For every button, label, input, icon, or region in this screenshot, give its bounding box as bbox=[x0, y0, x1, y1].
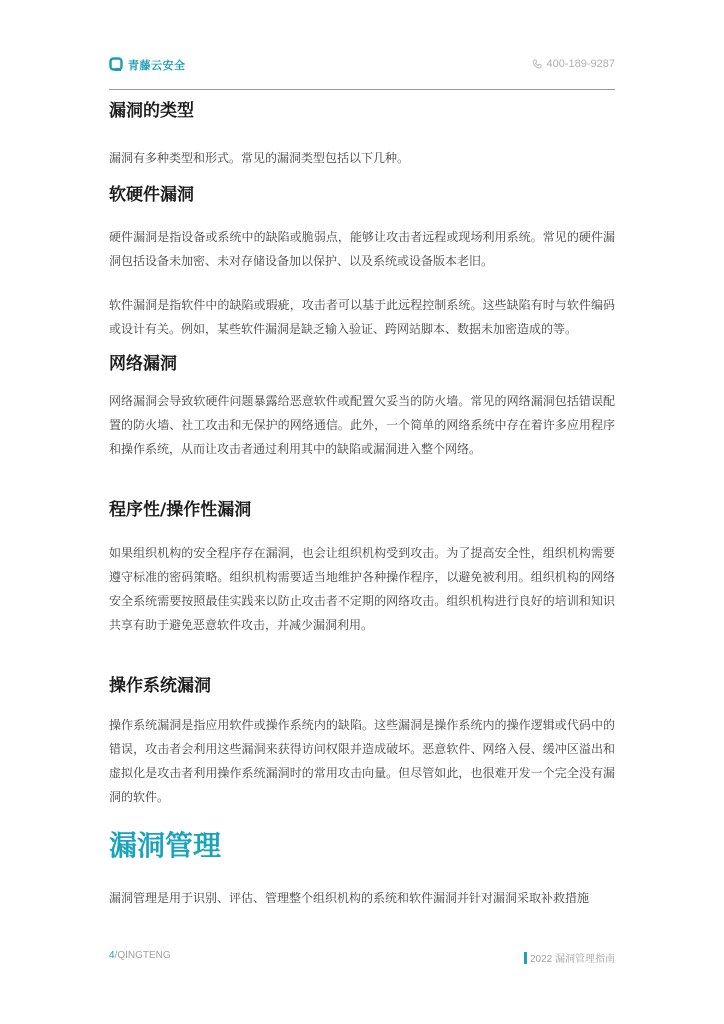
section-heading-network: 网络漏洞 bbox=[109, 354, 177, 374]
page-footer bbox=[109, 950, 615, 966]
page-header bbox=[109, 55, 615, 83]
brand-logo bbox=[109, 57, 186, 73]
section-paragraph: 漏洞管理是用于识别、评估、管理整个组织机构的系统和软件漏洞并针对漏洞采取补救措施 bbox=[109, 891, 590, 905]
page-number: 4 bbox=[109, 950, 115, 961]
footer-title-text: 2022 漏洞管理指南 bbox=[529, 954, 615, 965]
section-heading-hw-sw: 软硬件漏洞 bbox=[109, 185, 194, 205]
footer-page-label bbox=[109, 950, 171, 961]
section-paragraph: 漏洞有多种类型和形式。常见的漏洞类型包括以下几种。 bbox=[109, 151, 410, 165]
contact-phone bbox=[532, 58, 615, 70]
brand-name: 青藤云安全 bbox=[128, 59, 186, 72]
footer-brand: /QINGTENG bbox=[114, 950, 171, 961]
footer-accent-bar bbox=[524, 952, 527, 964]
phone-number: 400-189-9287 bbox=[546, 58, 615, 70]
phone-icon bbox=[532, 59, 542, 69]
section-paragraph: 操作系统漏洞是指应用软件或操作系统内的缺陷。这些漏洞是操作系统内的操作逻辑或代码中的错误，攻击者会利用这些漏洞来获得访问权限并造成破坏。恶意软件、网络入侵、缓冲区溢出和虚拟化是攻击者利用操作系统漏洞时的常用攻击向量。但尽管如此，也很难开发一个完全没有漏洞的软件。 bbox=[109, 718, 615, 804]
section-paragraph: 如果组织机构的安全程序存在漏洞，也会让组织机构受到攻击。为了提高安全性，组织机构需要遵守标准的密码策略。组织机构需要适当地维护各种操作程序，以避免被利用。组织机构的网络安全系统需要按照最佳实践来以防止攻击者不定期的网络攻击。组织机构进行良好的培训和知识共享有助于避免恶意软件攻击，并减少漏洞利用。 bbox=[109, 546, 615, 632]
section-paragraph: 网络漏洞会导致软硬件问题暴露给恶意软件或配置欠妥当的防火墙。常见的网络漏洞包括错误配置的防火墙、社工攻击和无保护的网络通信。此外，一个简单的网络系统中存在着许多应用程序和操作系统，从而让攻击者通过利用其中的缺陷或漏洞进入整个网络。 bbox=[109, 394, 615, 456]
section-heading-procedural: 程序性/操作性漏洞 bbox=[109, 500, 252, 520]
section-heading-vuln-types: 漏洞的类型 bbox=[109, 101, 194, 121]
footer-doc-title bbox=[524, 950, 615, 965]
header-divider bbox=[109, 89, 615, 90]
document-body bbox=[109, 96, 615, 910]
qingteng-logo-icon bbox=[109, 57, 123, 73]
chapter-heading-vuln-management: 漏洞管理 bbox=[109, 829, 222, 862]
section-paragraph: 软件漏洞是指软件中的缺陷或瑕疵，攻击者可以基于此远程控制系统。这些缺陷有时与软件编码或设计有关。例如，某些软件漏洞是缺乏输入验证、跨网站脚本、数据未加密造成的等。 bbox=[109, 298, 615, 336]
section-paragraph: 硬件漏洞是指设备或系统中的缺陷或脆弱点，能够让攻击者远程或现场利用系统。常见的硬件漏洞包括设备未加密、未对存储设备加以保护、以及系统或设备版本老旧。 bbox=[109, 230, 615, 268]
section-heading-os: 操作系统漏洞 bbox=[109, 676, 211, 696]
